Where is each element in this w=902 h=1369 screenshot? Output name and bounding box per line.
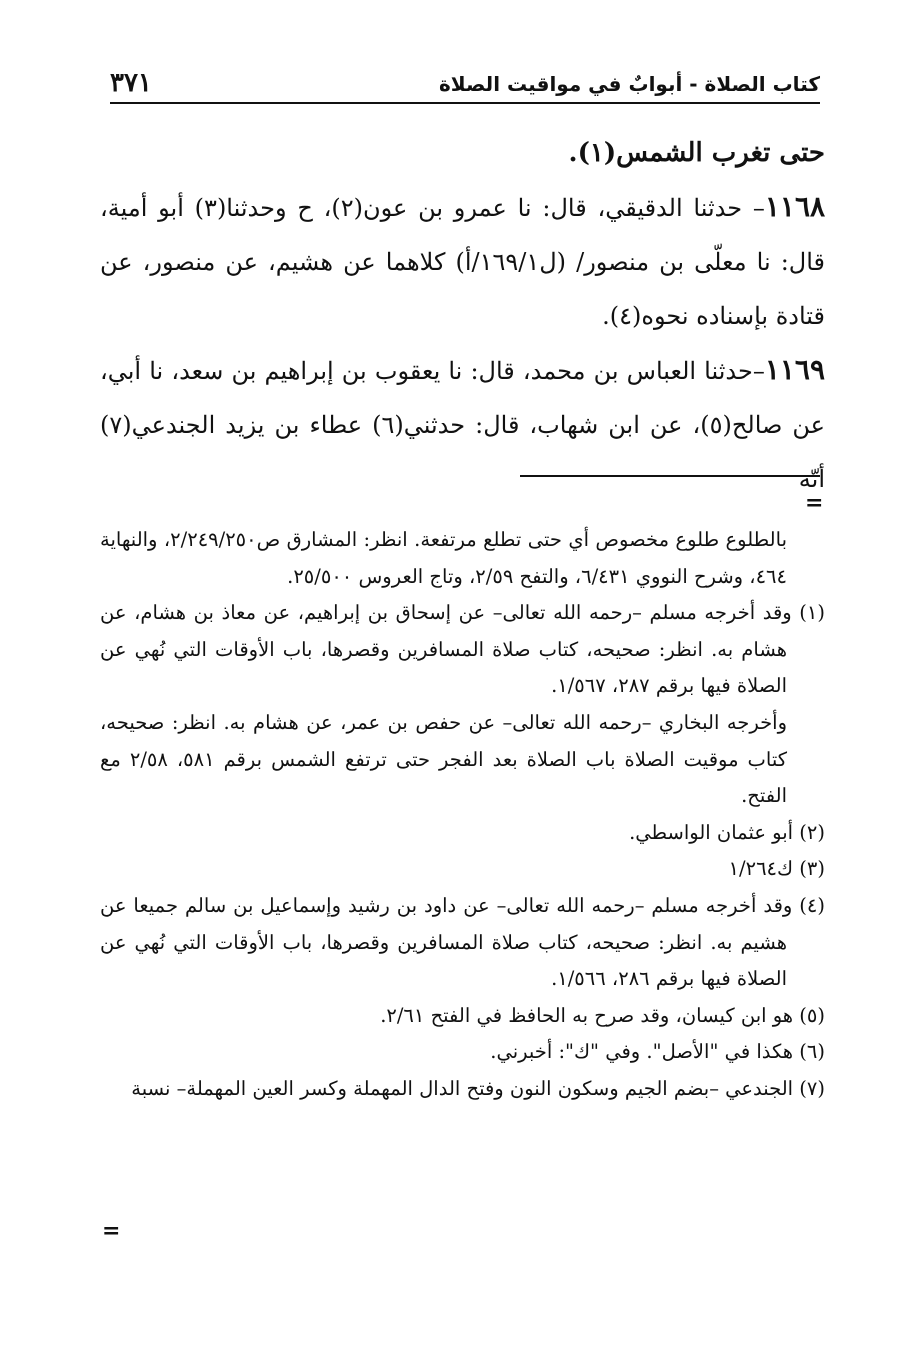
footnote-1: (١) وقد أخرجه مسلم –رحمه الله تعالى– عن إسحاق بن إبراهيم، عن معاذ بن هشام، عن هشام به. انظر: صحيحه، كتاب صلاة المسافرين وقصرها، باب الأوقات التي نُهي عن الصلاة فيها برقم ٢٨٧، ١/٥٦٧. (100, 601, 825, 698)
footnote-4: (٤) وقد أخرجه مسلم –رحمه الله تعالى– عن داود بن رشيد وإسماعيل بن سالم جميعا عن هشيم به. انظر: صحيحه، كتاب صلاة المسافرين وقصرها، باب الأوقات التي نُهي عن الصلاة فيها برقم ٢٨٦، ١/٥٦٦. (100, 893, 825, 991)
footnote-separator (520, 475, 820, 477)
opening-line: حتى تغرب الشمس(١). (568, 138, 825, 168)
footnote-1-continued: وأخرجه البخاري –رحمه الله تعالى– عن حفص بن عمر، عن هشام به. انظر: صحيحه، كتاب موقيت الصلاة باب الصلاة بعد الفجر حتى ترتفع الشمس برقم ٥٨١، ٢/٥٨ مع الفتح. (100, 710, 788, 808)
hadith-1168 (100, 180, 825, 343)
continuation-mark-top: = (805, 490, 824, 516)
footnote-7: (٧) الجندعي –بضم الجيم وسكون النون وفتح الدال المهملة وكسر العين المهملة– نسبة (131, 1076, 825, 1100)
running-title: كتاب الصلاة - أبوابٌ في مواقيت الصلاة (438, 72, 820, 96)
hadith-text-1169: –حدثنا العباس بن محمد، قال: نا يعقوب بن إبراهيم بن سعد، نا أبي، عن صالح(٥)، عن ابن شهاب، قال: حدثني(٦) عطاء بن يزيد الجندعي(٧) أنّه (100, 357, 825, 493)
footnotes (100, 522, 825, 1108)
footnote-6: (٦) هكذا في "الأصل". وفي "ك": أخبرني. (490, 1040, 825, 1064)
page-number: ٣٧١ (110, 68, 152, 98)
page-header (110, 68, 820, 104)
continuation-mark-bottom: = (102, 1218, 121, 1244)
footnote-3: (٣) ك١/٢٦٤ (728, 857, 825, 881)
hadith-1169 (100, 343, 825, 506)
hadith-number-1168: ١١٦٨ (764, 190, 826, 223)
footnote-continued: بالطلوع طلوع مخصوص أي حتى تطلع مرتفعة. انظر: المشارق ص٢/٢٤٩/٢٥٠، والنهاية ٤٦٤، وشرح النووي ٦/٤٣١، والتفح ٢/٥٩، وتاج العروس ٢٥/٥٠٠. (100, 528, 787, 588)
footnote-2: (٢) أبو عثمان الواسطي. (629, 820, 825, 844)
hadith-number-1169: ١١٦٩ (764, 353, 825, 386)
footnote-5: (٥) هو ابن كيسان، وقد صرح به الحافظ في الفتح ٢/٦١. (380, 1003, 825, 1027)
main-text (100, 126, 825, 506)
hadith-text-1168: – حدثنا الدقيقي، قال: نا عمرو بن عون(٢)، ح وحدثنا(٣) أبو أمية، قال: نا معلّى بن منصور/ (ل١٦٩/١/أ) كلاهما عن هشيم، عن منصور، عن قتادة بإسناده نحوه(٤). (100, 194, 826, 330)
